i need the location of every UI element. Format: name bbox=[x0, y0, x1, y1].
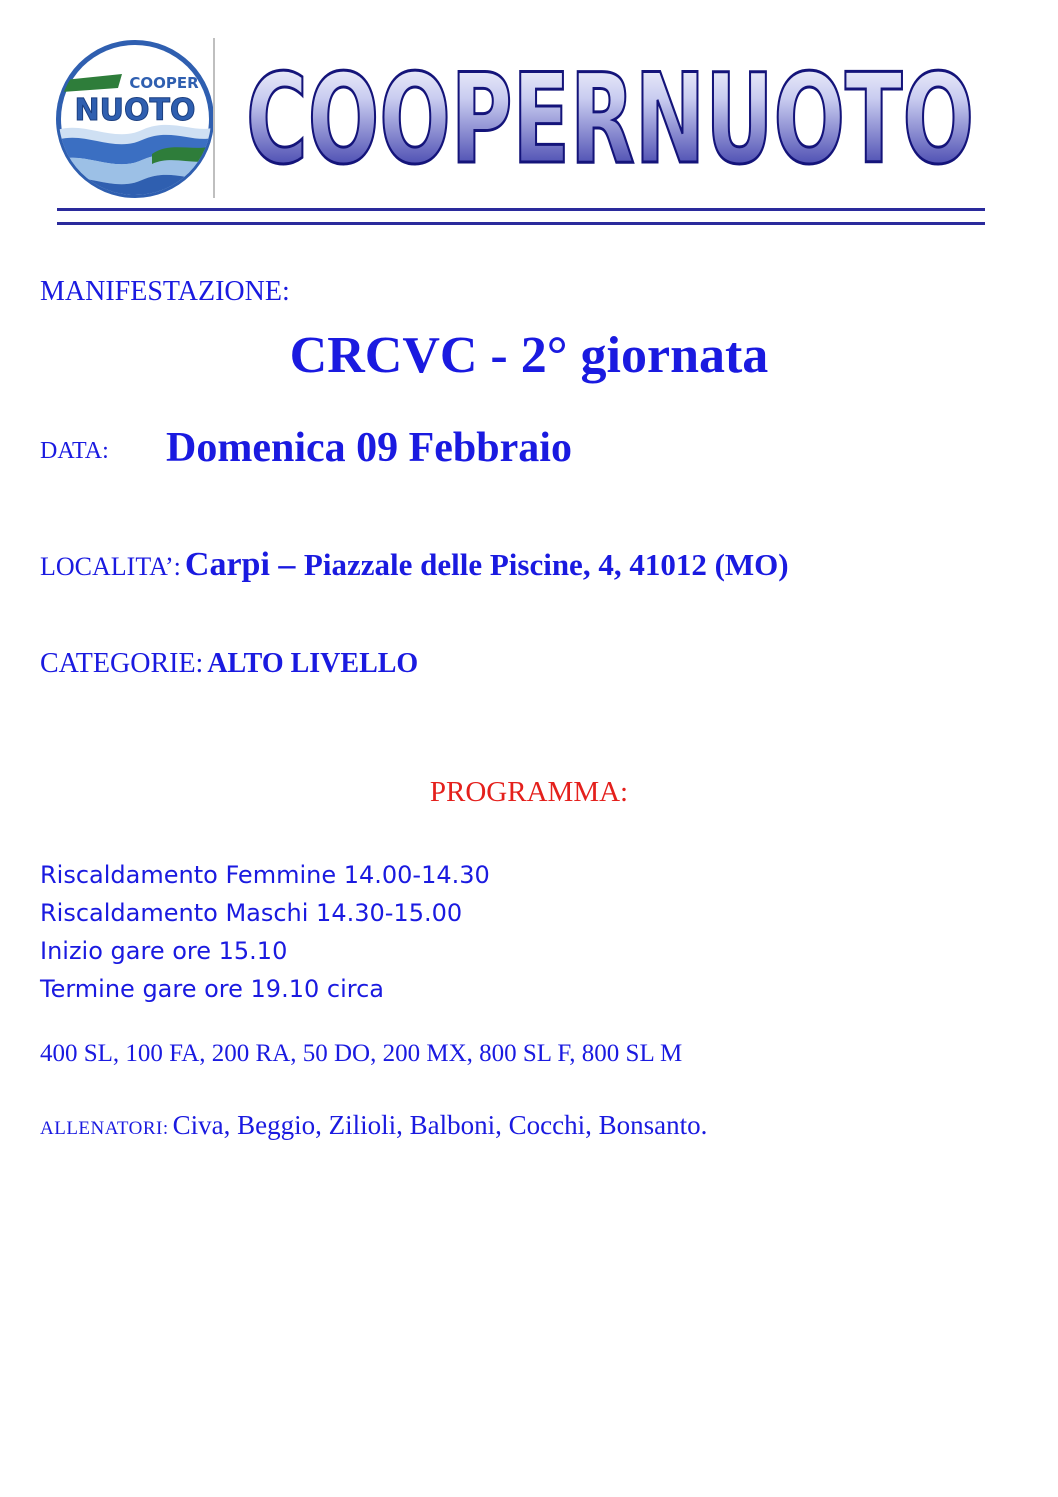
header-rule-bottom bbox=[57, 222, 985, 225]
logo-text-nuoto: NUOTO bbox=[74, 93, 196, 128]
programma-title: PROGRAMMA: bbox=[429, 776, 629, 808]
header-rule-top bbox=[57, 208, 985, 211]
logo-text-cooper: COOPER bbox=[129, 74, 199, 92]
events-list: 400 SL, 100 FA, 200 RA, 50 DO, 200 MX, 800 SL F, 800 SL M bbox=[40, 1040, 683, 1067]
allenatori-names: Civa, Beggio, Zilioli, Balboni, Cocchi, Bonsanto. bbox=[172, 1110, 708, 1140]
localita-address: Piazzale delle Piscine, 4, 41012 (MO) bbox=[303, 547, 789, 582]
categorie-label: CATEGORIE: bbox=[40, 648, 204, 679]
manifestazione-label: MANIFESTAZIONE: bbox=[40, 276, 290, 307]
event-title: CRCVC - 2° giornata bbox=[289, 327, 769, 384]
wordmark-text: COOPERNUOTO bbox=[246, 58, 974, 178]
categorie-value: ALTO LIVELLO bbox=[207, 648, 419, 679]
schedule-item: Termine gare ore 19.10 circa bbox=[40, 975, 384, 1003]
club-wordmark bbox=[240, 58, 980, 178]
localita-city: Carpi – bbox=[184, 546, 304, 583]
schedule-list bbox=[40, 856, 490, 1008]
data-label: DATA: bbox=[40, 438, 109, 464]
categorie-line bbox=[40, 648, 418, 680]
data-value: Domenica 09 Febbraio bbox=[166, 425, 572, 471]
allenatori-line bbox=[40, 1110, 707, 1141]
localita-line bbox=[40, 546, 789, 584]
schedule-item: Riscaldamento Maschi 14.30-15.00 bbox=[40, 899, 463, 927]
schedule-item: Inizio gare ore 15.10 bbox=[40, 937, 288, 965]
header-divider bbox=[213, 38, 215, 198]
localita-label: LOCALITA’: bbox=[40, 552, 181, 581]
allenatori-label: ALLENATORI: bbox=[40, 1118, 169, 1139]
schedule-item: Riscaldamento Femmine 14.00-14.30 bbox=[40, 861, 490, 889]
club-logo bbox=[52, 36, 218, 202]
